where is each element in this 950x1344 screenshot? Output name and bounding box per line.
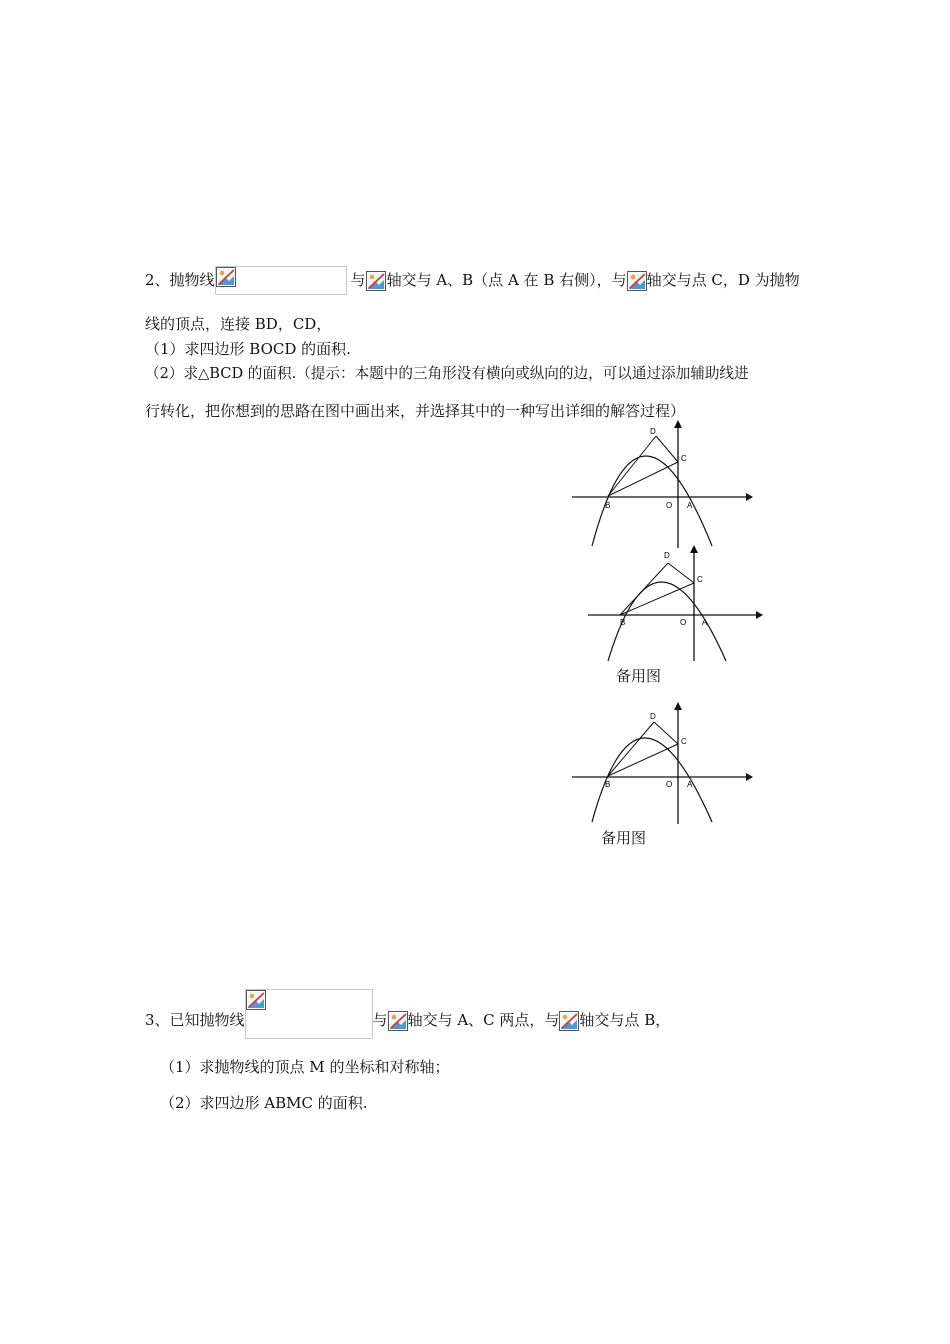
label-b: B	[605, 501, 611, 510]
q3-part2: （2）求四边形 ABMC 的面积.	[160, 1094, 368, 1112]
label-d: D	[650, 427, 656, 436]
q2-text-b: 与	[350, 271, 366, 289]
figure-3-caption: 备用图	[601, 829, 647, 847]
label-o: O	[666, 501, 673, 510]
q2-line1	[145, 266, 800, 295]
label-c: C	[697, 575, 703, 584]
broken-image-icon	[216, 267, 236, 287]
q2-text-a: 2、抛物线	[145, 271, 215, 289]
q2-formula-image	[215, 266, 347, 295]
label-b: B	[605, 780, 611, 789]
broken-image-icon	[559, 1011, 579, 1031]
label-o: O	[666, 780, 673, 789]
q2-x-axis-image	[366, 271, 386, 291]
q2-part2-cont: 行转化，把你想到的思路在图中画出来，并选择其中的一种写出详细的解答过程）	[145, 402, 686, 420]
broken-image-icon	[366, 271, 386, 291]
q3-line1	[145, 1009, 670, 1039]
q3-text-a: 3、已知抛物线	[145, 1011, 245, 1029]
q3-x-axis-image	[388, 1011, 408, 1031]
q2-y-axis-image	[627, 271, 647, 291]
q3-part1: （1）求抛物线的顶点 M 的坐标和对称轴；	[160, 1058, 450, 1076]
q3-text-d: 轴交与点 B，	[579, 1011, 671, 1029]
label-b: B	[620, 618, 626, 627]
figure-2-caption: 备用图	[616, 667, 662, 685]
label-d: D	[650, 712, 656, 721]
label-c: C	[681, 454, 687, 463]
label-a: A	[687, 501, 693, 510]
label-o: O	[680, 618, 687, 627]
broken-image-icon	[627, 271, 647, 291]
label-c: C	[681, 737, 687, 746]
label-a: A	[687, 780, 693, 789]
label-a: A	[702, 618, 708, 627]
q3-formula-image	[245, 989, 373, 1039]
q2-part1: （1）求四边形 BOCD 的面积.	[145, 340, 351, 358]
q3-text-c: 轴交与 A、C 两点，与	[407, 1011, 560, 1029]
q2-text-d: 轴交与点 C，D 为抛物	[646, 271, 800, 289]
q3-y-axis-image	[559, 1011, 579, 1031]
q3-text-b: 与	[372, 1011, 388, 1029]
q2-text-c: 轴交与 A、B（点 A 在 B 右侧），与	[386, 271, 627, 289]
parabola-figure-2	[586, 545, 786, 665]
parabola-figure-3	[570, 702, 770, 832]
broken-image-icon	[246, 990, 266, 1010]
parabola-figure-1	[570, 420, 770, 560]
q2-line2: 线的顶点，连接 BD，CD，	[145, 315, 332, 333]
broken-image-icon	[388, 1011, 408, 1031]
q2-part2: （2）求△BCD 的面积.（提示：本题中的三角形没有横向或纵向的边，可以通过添加辅助线进	[145, 365, 749, 382]
label-d: D	[664, 551, 670, 560]
